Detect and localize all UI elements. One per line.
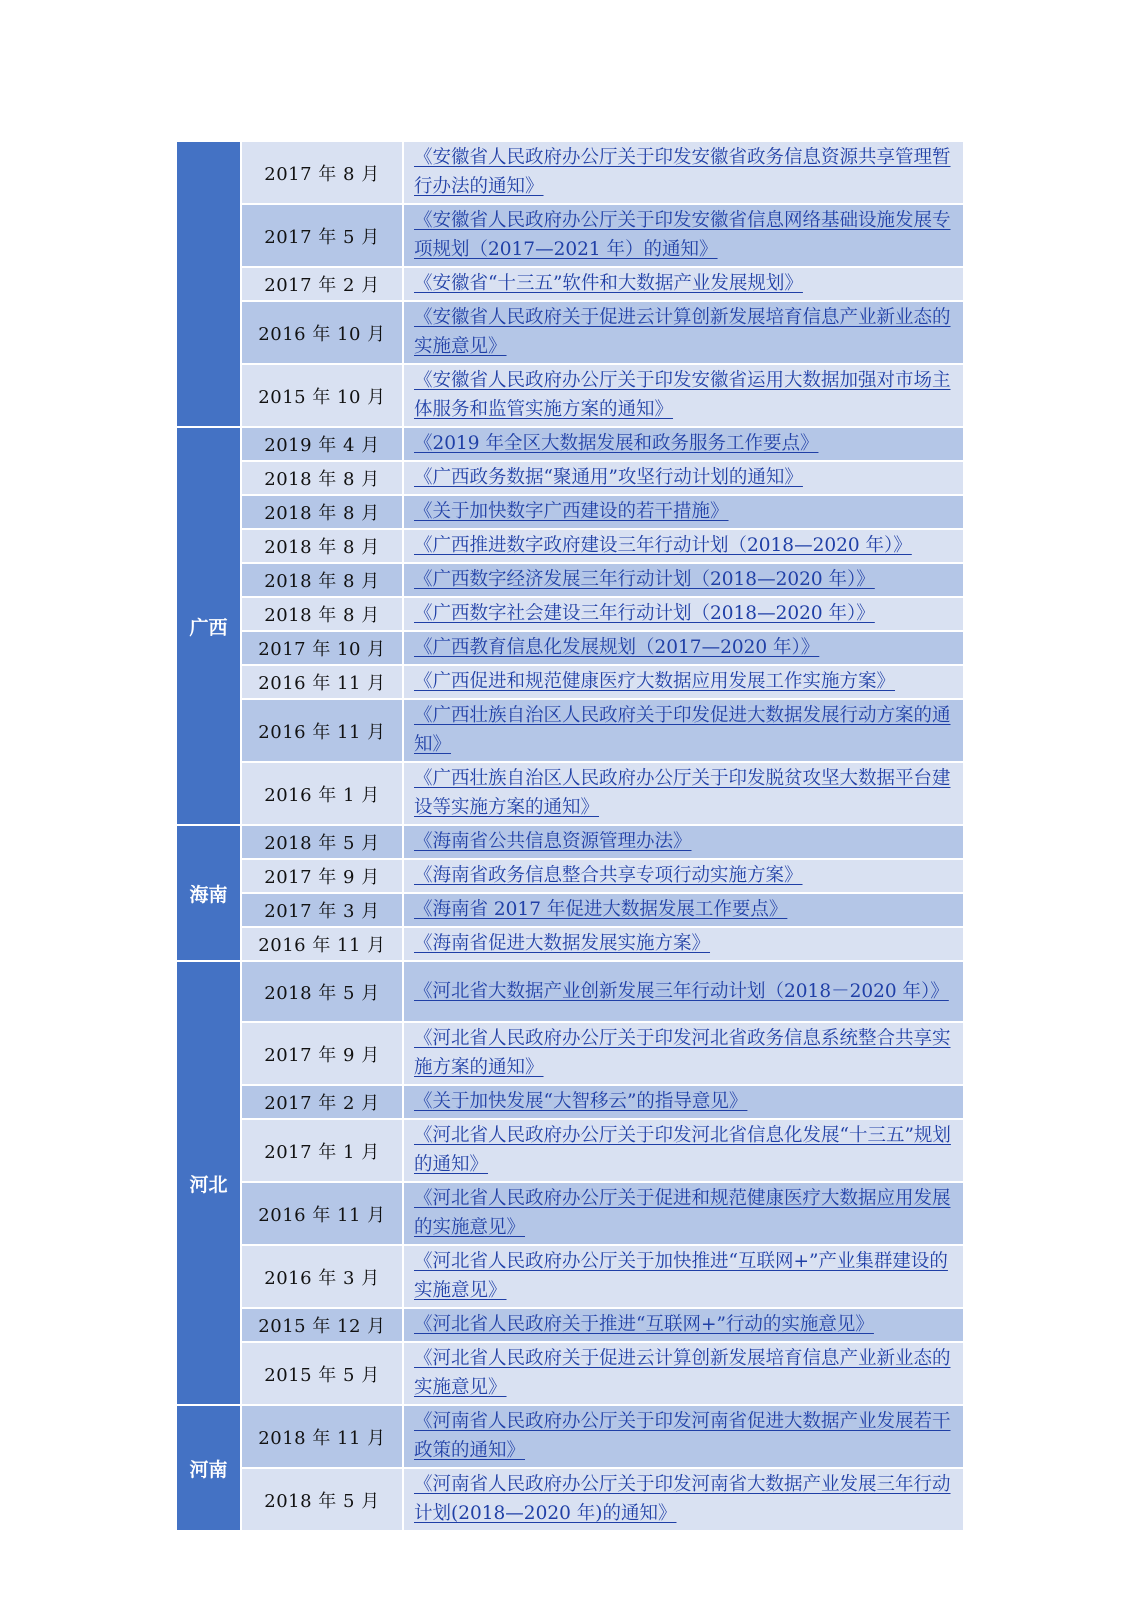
title-cell: [403, 301, 964, 364]
date-cell: 2016 年 11 月: [241, 1182, 403, 1245]
date-cell: 2017 年 5 月: [241, 204, 403, 267]
date-cell: 2016 年 1 月: [241, 762, 403, 825]
table-row: [176, 301, 964, 364]
policy-link[interactable]: 《河南省人民政府办公厅关于印发河南省促进大数据产业发展若干政策的通知》: [414, 1411, 951, 1461]
policy-link[interactable]: 《安徽省“十三五”软件和大数据产业发展规划》: [414, 273, 803, 294]
date-cell: 2018 年 5 月: [241, 825, 403, 859]
policy-link[interactable]: 《安徽省人民政府关于促进云计算创新发展培育信息产业新业态的实施意见》: [414, 307, 951, 357]
table-row: [176, 529, 964, 563]
table-row: [176, 597, 964, 631]
table-row: [176, 893, 964, 927]
title-cell: [403, 699, 964, 762]
title-cell: [403, 1085, 964, 1119]
date-cell: 2018 年 8 月: [241, 597, 403, 631]
table-row: [176, 859, 964, 893]
date-cell: 2016 年 11 月: [241, 927, 403, 961]
title-cell: [403, 1308, 964, 1342]
policy-link[interactable]: 《广西壮族自治区人民政府关于印发促进大数据发展行动方案的通知》: [414, 705, 951, 755]
date-cell: 2018 年 8 月: [241, 529, 403, 563]
table-body: [176, 141, 964, 1531]
table-row: [176, 1342, 964, 1405]
table-row: [176, 461, 964, 495]
table-row: [176, 1182, 964, 1245]
title-cell: [403, 1342, 964, 1405]
table-row: [176, 1022, 964, 1085]
policy-link[interactable]: 《河北省人民政府办公厅关于加快推进“互联网+”产业集群建设的实施意见》: [414, 1251, 948, 1301]
policy-link[interactable]: 《广西促进和规范健康医疗大数据应用发展工作实施方案》: [414, 671, 896, 692]
date-cell: 2015 年 12 月: [241, 1308, 403, 1342]
region-cell: [176, 141, 241, 427]
title-cell: [403, 961, 964, 1022]
date-cell: 2017 年 1 月: [241, 1119, 403, 1182]
date-cell: 2018 年 5 月: [241, 1468, 403, 1531]
title-cell: [403, 927, 964, 961]
table-row: [176, 665, 964, 699]
date-cell: 2017 年 2 月: [241, 1085, 403, 1119]
date-cell: 2018 年 5 月: [241, 961, 403, 1022]
date-cell: 2016 年 11 月: [241, 665, 403, 699]
table-row: [176, 364, 964, 427]
table-row: [176, 141, 964, 204]
title-cell: [403, 859, 964, 893]
table-row: [176, 762, 964, 825]
table-row: [176, 699, 964, 762]
table-row: [176, 1245, 964, 1308]
title-cell: [403, 563, 964, 597]
date-cell: 2016 年 3 月: [241, 1245, 403, 1308]
table-row: [176, 1308, 964, 1342]
table-row: [176, 427, 964, 461]
date-cell: 2019 年 4 月: [241, 427, 403, 461]
table-row: [176, 563, 964, 597]
title-cell: [403, 1119, 964, 1182]
table-row: [176, 267, 964, 301]
table-row: [176, 495, 964, 529]
title-cell: [403, 825, 964, 859]
date-cell: 2018 年 8 月: [241, 563, 403, 597]
policy-link[interactable]: 《2019 年全区大数据发展和政务服务工作要点》: [414, 433, 819, 454]
policy-link[interactable]: 《广西壮族自治区人民政府办公厅关于印发脱贫攻坚大数据平台建设等实施方案的通知》: [414, 768, 951, 818]
title-cell: [403, 364, 964, 427]
title-cell: [403, 267, 964, 301]
policy-link[interactable]: 《广西推进数字政府建设三年行动计划（2018—2020 年）》: [414, 535, 912, 556]
policy-link[interactable]: 《河北省人民政府办公厅关于印发河北省政务信息系统整合共享实施方案的通知》: [414, 1028, 951, 1078]
date-cell: 2017 年 9 月: [241, 1022, 403, 1085]
title-cell: [403, 1405, 964, 1468]
policy-link[interactable]: 《安徽省人民政府办公厅关于印发安徽省信息网络基础设施发展专项规划（2017—2021 年）的通知》: [414, 210, 951, 260]
policy-link[interactable]: 《河北省人民政府办公厅关于促进和规范健康医疗大数据应用发展的实施意见》: [414, 1188, 951, 1238]
title-cell: [403, 1022, 964, 1085]
policy-link[interactable]: 《河南省人民政府办公厅关于印发河南省大数据产业发展三年行动计划(2018—2020 年)的通知》: [414, 1474, 951, 1524]
table-row: [176, 1085, 964, 1119]
table-row: [176, 204, 964, 267]
table-row: [176, 1405, 964, 1468]
policy-table: [175, 140, 965, 1532]
policy-link[interactable]: 《关于加快发展“大智移云”的指导意见》: [414, 1091, 748, 1112]
table-row: [176, 1468, 964, 1531]
region-cell: 海南: [176, 825, 241, 961]
date-cell: 2018 年 11 月: [241, 1405, 403, 1468]
date-cell: 2016 年 11 月: [241, 699, 403, 762]
policy-link[interactable]: 《海南省促进大数据发展实施方案》: [414, 933, 711, 954]
title-cell: [403, 529, 964, 563]
date-cell: 2018 年 8 月: [241, 461, 403, 495]
policy-link[interactable]: 《海南省政务信息整合共享专项行动实施方案》: [414, 865, 803, 886]
date-cell: 2017 年 8 月: [241, 141, 403, 204]
policy-link[interactable]: 《安徽省人民政府办公厅关于印发安徽省政务信息资源共享管理暂行办法的通知》: [414, 147, 951, 197]
region-cell: 河南: [176, 1405, 241, 1531]
title-cell: [403, 141, 964, 204]
date-cell: 2016 年 10 月: [241, 301, 403, 364]
title-cell: [403, 1468, 964, 1531]
policy-link[interactable]: 《安徽省人民政府办公厅关于印发安徽省运用大数据加强对市场主体服务和监管实施方案的通知》: [414, 370, 951, 420]
title-cell: [403, 461, 964, 495]
title-cell: [403, 495, 964, 529]
date-cell: 2017 年 9 月: [241, 859, 403, 893]
title-cell: [403, 1245, 964, 1308]
region-cell: 广西: [176, 427, 241, 825]
title-cell: [403, 893, 964, 927]
region-cell: 河北: [176, 961, 241, 1405]
policy-link[interactable]: 《河北省人民政府关于推进“互联网+”行动的实施意见》: [414, 1314, 874, 1335]
table-row: [176, 825, 964, 859]
policy-link[interactable]: 《河北省人民政府办公厅关于印发河北省信息化发展“十三五”规划的通知》: [414, 1125, 951, 1175]
table-row: [176, 1119, 964, 1182]
policy-link[interactable]: 《关于加快数字广西建设的若干措施》: [414, 501, 729, 522]
policy-link[interactable]: 《广西数字经济发展三年行动计划（2018—2020 年）》: [414, 569, 875, 590]
policy-link[interactable]: 《广西数字社会建设三年行动计划（2018—2020 年）》: [414, 603, 875, 624]
policy-link[interactable]: 《河北省大数据产业创新发展三年行动计划（2018－2020 年）》: [414, 980, 949, 1002]
policy-link[interactable]: 《广西教育信息化发展规划（2017—2020 年）》: [414, 637, 820, 658]
title-cell: [403, 665, 964, 699]
policy-link[interactable]: 《海南省公共信息资源管理办法》: [414, 831, 692, 852]
date-cell: 2015 年 5 月: [241, 1342, 403, 1405]
date-cell: 2017 年 2 月: [241, 267, 403, 301]
policy-link[interactable]: 《河北省人民政府关于促进云计算创新发展培育信息产业新业态的实施意见》: [414, 1348, 951, 1398]
title-cell: [403, 597, 964, 631]
title-cell: [403, 204, 964, 267]
title-cell: [403, 631, 964, 665]
date-cell: 2015 年 10 月: [241, 364, 403, 427]
table-row: [176, 961, 964, 1022]
date-cell: 2018 年 8 月: [241, 495, 403, 529]
title-cell: [403, 427, 964, 461]
table-row: [176, 631, 964, 665]
date-cell: 2017 年 3 月: [241, 893, 403, 927]
policy-link[interactable]: 《海南省 2017 年促进大数据发展工作要点》: [414, 899, 788, 920]
table-row: [176, 927, 964, 961]
title-cell: [403, 1182, 964, 1245]
title-cell: [403, 762, 964, 825]
policy-link[interactable]: 《广西政务数据“聚通用”攻坚行动计划的通知》: [414, 467, 803, 488]
date-cell: 2017 年 10 月: [241, 631, 403, 665]
